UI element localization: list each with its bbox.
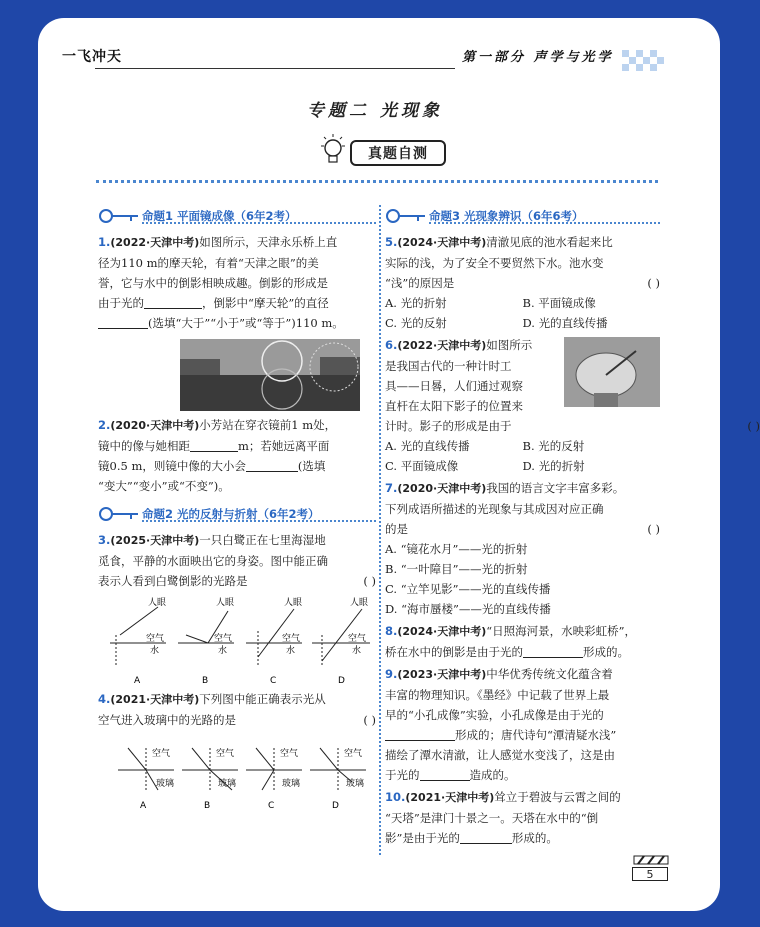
svg-text:空气: 空气	[216, 749, 235, 759]
answer-blank[interactable]	[385, 727, 455, 741]
badge-block	[318, 132, 428, 176]
option[interactable]: D. “海市蜃楼”——光的直线传播	[385, 602, 551, 616]
reflection-diagrams	[98, 595, 376, 687]
svg-text:玻璃: 玻璃	[156, 779, 175, 789]
right-column	[385, 202, 760, 848]
question-4: 4.(2021·天津中考)下列图中能正确表示光从 空气进入玻璃中的光路的是 ( )	[98, 692, 376, 727]
svg-text:水: 水	[352, 646, 362, 656]
svg-text:玻璃: 玻璃	[218, 779, 237, 789]
lightbulb-icon	[318, 132, 348, 172]
option[interactable]: A. “镜花水月”——光的折射	[385, 542, 528, 556]
diagram-3a	[110, 596, 166, 665]
section-header-3	[385, 202, 660, 230]
svg-text:D: D	[338, 676, 345, 686]
diagram-3c	[246, 596, 302, 665]
question-2: 2.(2020·天津中考)小芳站在穿衣镜前1 m处， 镜中的像与她相距 m；若她远离平面 镜0.5 m，则镜中像的大小会 (选填 “变大”“变小”或“不变”)。	[98, 418, 337, 493]
option[interactable]: A. 光的直线传播	[385, 439, 470, 453]
brand-logo: 一飞冲天	[62, 49, 122, 65]
left-column	[98, 202, 376, 812]
option[interactable]: D. 光的直线传播	[522, 316, 608, 330]
answer-blank[interactable]	[460, 830, 512, 844]
svg-text:C: C	[270, 676, 277, 686]
svg-text:B: B	[202, 676, 209, 686]
svg-text:空气: 空气	[282, 634, 301, 644]
question-6: 6.(2022·天津中考)如图所示 是我国古代的一种计时工 具——日晷，人们通过观察 直杆在太阳下影子的位置来 计时。影子的形成是由于 ( ) A. 光的直线传播 B. 光的反射 C. 平面镜成像 D. 光的折射	[385, 335, 660, 476]
option[interactable]: C. 平面镜成像	[385, 459, 459, 473]
refraction-diagrams	[98, 734, 376, 812]
svg-text:水: 水	[218, 646, 228, 656]
option[interactable]: B. 平面镜成像	[522, 296, 596, 310]
svg-text:空气: 空气	[146, 634, 165, 644]
topic-title: 专题二 光现象	[307, 101, 443, 121]
option[interactable]: C. “立竿见影”——光的直线传播	[385, 582, 551, 596]
svg-text:水: 水	[150, 646, 160, 656]
svg-text:水: 水	[286, 646, 296, 656]
svg-text:人眼: 人眼	[284, 598, 303, 608]
question-3: 3.(2025·天津中考)一只白鹭正在七里海湿地 觅食，平静的水面映出它的身姿。图中能正确 表示人看到白鹭倒影的光路是 ( )	[98, 533, 376, 588]
key-icon	[98, 206, 140, 226]
svg-text:B: B	[204, 801, 211, 811]
sundial-photo	[564, 337, 660, 407]
section-label-1: 命题1 平面镜成像（6年2考）	[142, 209, 297, 223]
svg-text:空气: 空气	[280, 749, 299, 759]
section-label-3: 命题3 光现象辨识（6年6考）	[429, 209, 584, 223]
diagram-3b	[178, 596, 234, 656]
question-10: 10.(2021·天津中考)耸立于碧波与云霄之间的 “天塔”是津门十景之一。天塔在水中的“倒 影”是由于光的 形成的。	[385, 790, 621, 845]
section-label-2: 命题2 光的反射与折射（6年2考）	[142, 507, 320, 521]
question-8: 8.(2024·天津中考)“日照海河景，水映彩虹桥”， 桥在水中的倒影是由于光的 形成的。	[385, 624, 636, 659]
question-1: 1.(2022·天津中考)如图所示，天津永乐桥上直 径为110 m的摩天轮，有着“天津之眼”的美 誉，它与水中的倒影相映成趣。倒影的形成是 由于光的 ，倒影中“摩天轮”的直径 (选填“大于”“小于”或“等于”)110 m。	[98, 235, 344, 330]
option[interactable]: C. 光的反射	[385, 316, 447, 330]
column-divider	[379, 205, 381, 855]
diagram-4a	[118, 747, 174, 792]
diagram-4d	[310, 747, 366, 792]
barrier-icon	[632, 852, 672, 868]
option[interactable]: B. “一叶障目”——光的折射	[385, 562, 528, 576]
answer-blank[interactable]	[523, 644, 583, 658]
svg-text:D: D	[332, 801, 339, 811]
svg-text:玻璃: 玻璃	[282, 779, 301, 789]
svg-text:人眼: 人眼	[350, 598, 369, 608]
svg-text:A: A	[134, 676, 141, 686]
question-5: 5.(2024·天津中考)清澈见底的池水看起来比 实际的浅，为了安全不要贸然下水。池水变 “浅”的原因是 ( ) A. 光的折射 B. 平面镜成像 C. 光的反射 D. 光的直线传播	[385, 232, 660, 333]
section-header-1	[98, 202, 376, 230]
option[interactable]: A. 光的折射	[385, 296, 447, 310]
svg-text:人眼: 人眼	[216, 598, 235, 608]
section-title: 第一部分 声学与光学	[462, 50, 614, 65]
divider-dotted	[96, 180, 658, 183]
answer-blank[interactable]	[144, 295, 202, 309]
svg-text:人眼: 人眼	[148, 598, 167, 608]
svg-text:空气: 空气	[152, 749, 171, 759]
svg-text:A: A	[140, 801, 147, 811]
svg-text:空气: 空气	[214, 634, 233, 644]
diagram-4c	[246, 747, 302, 792]
header-rule	[95, 68, 455, 69]
diagram-3d	[312, 596, 370, 665]
key-icon	[385, 206, 427, 226]
svg-text:玻璃: 玻璃	[346, 779, 365, 789]
badge-title: 真题自测	[350, 140, 446, 166]
svg-text:空气: 空气	[344, 749, 363, 759]
svg-text:空气: 空气	[348, 634, 367, 644]
answer-blank[interactable]	[98, 315, 148, 329]
diagram-4b	[182, 747, 238, 792]
ferris-wheel-photo	[180, 339, 360, 411]
answer-blank[interactable]	[420, 767, 470, 781]
answer-blank[interactable]	[246, 458, 298, 472]
page-number: 5	[632, 867, 668, 881]
section-header-2	[98, 500, 376, 528]
option[interactable]: D. 光的折射	[522, 459, 585, 473]
option[interactable]: B. 光的反射	[522, 439, 585, 453]
svg-text:C: C	[268, 801, 275, 811]
key-icon	[98, 504, 140, 524]
question-7: 7.(2020·天津中考)我国的语言文字丰富多彩。 下列成语所描述的光现象与其成因对应正确 的是 ( ) A. “镜花水月”——光的折射 B. “一叶障目”——光的折射 C. “立竿见影”——光的直线传播 D. “海市蜃楼”——光的直线传播	[385, 478, 660, 619]
answer-blank[interactable]	[190, 438, 238, 452]
question-9: 9.(2023·天津中考)中华优秀传统文化蕴含着 丰富的物理知识。《墨经》中记载了世界上最 早的“小孔成像”实验，小孔成像是由于光的 形成的；唐代诗句“潭清疑水浅” 描绘了潭水清澈，让人感觉水变浅了，这是由 于光的 造成的。	[385, 667, 617, 782]
